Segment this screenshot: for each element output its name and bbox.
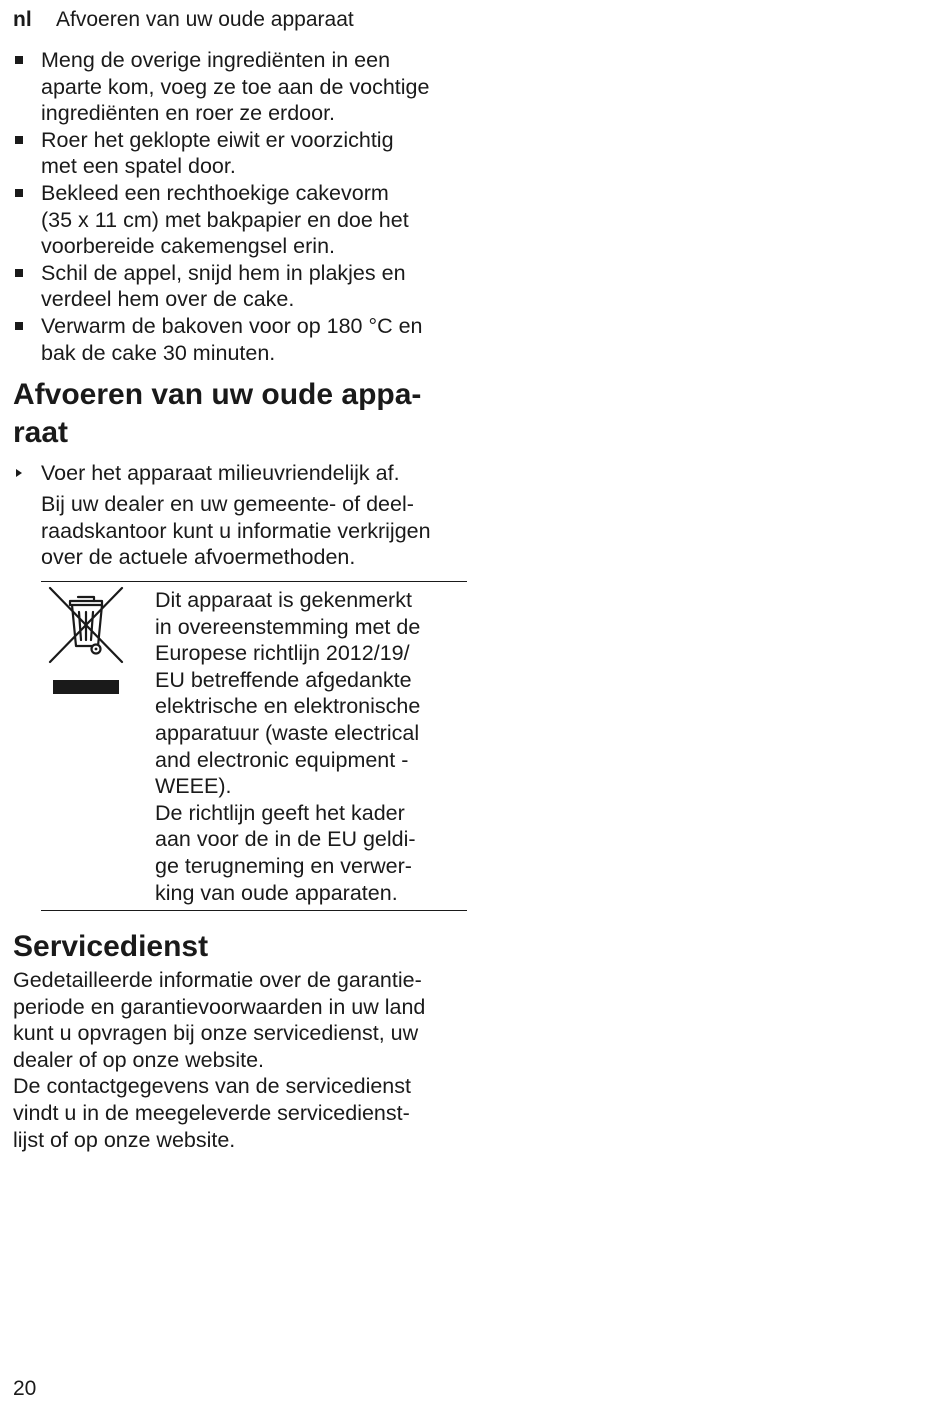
weee-box-top-divider (41, 581, 467, 582)
weee-box-bottom-divider (41, 910, 467, 911)
language-code: nl (13, 8, 32, 31)
recipe-step: Bekleed een rechthoekige cakevorm (35 x 11 cm) met bakpapier en doe het voorbereide cakemengsel erin. (13, 180, 483, 260)
recipe-step: Verwarm de bakoven voor op 180 °C en bak de cake 30 minuten. (13, 313, 483, 366)
weee-notice: Dit apparaat is gekenmerkt in overeenstemming met de Europese richtlijn 2012/19/ EU betreffende afgedankte elektrische en elektronische apparatuur (waste electrical and electronic equipment - WEEE). De richtlijn geeft het kader aan voor de in de EU geldi- ge terugneming en verwer- king van oude apparaten. (155, 588, 421, 905)
weee-marking-bar (53, 680, 119, 694)
service-text: Gedetailleerde informatie over de garantie- periode en garantievoorwaarden in uw land kunt u opvragen bij onze servicedienst, uw dealer of op onze website. De contactgegevens van de servicedienst vindt u in de meegeleverde servicedienst- lijst of op onze website. (13, 968, 426, 1152)
triangle-bullet-icon (16, 469, 22, 477)
disposal-note: Bij uw dealer en uw gemeente- of deel- raadskantoor kunt u informatie verkrijgen over de actuele afvoermethoden. (41, 492, 431, 570)
square-bullet-icon (15, 56, 23, 64)
square-bullet-icon (15, 322, 23, 330)
disposal-heading: Afvoeren van uw oude appa- raat (13, 378, 422, 449)
running-header (13, 6, 354, 34)
service-heading: Servicedienst (13, 930, 209, 963)
header-section-title: Afvoeren van uw oude apparaat (56, 8, 354, 31)
square-bullet-icon (15, 136, 23, 144)
recipe-step-list (13, 47, 483, 366)
recipe-step: Schil de appel, snijd hem in plakjes en verdeel hem over de cake. (13, 260, 483, 313)
square-bullet-icon (15, 189, 23, 197)
recipe-step: Meng de overige ingrediënten in een aparte kom, voeg ze toe aan de vochtige ingrediënten en roer ze erdoor. (13, 47, 483, 127)
page-number: 20 (13, 1377, 37, 1400)
square-bullet-icon (15, 269, 23, 277)
crossed-out-wheelie-bin-icon (48, 586, 124, 666)
disposal-step: Voer het apparaat milieuvriendelijk af. (13, 460, 483, 487)
recipe-step: Roer het geklopte eiwit er voorzichtig met een spatel door. (13, 127, 483, 180)
